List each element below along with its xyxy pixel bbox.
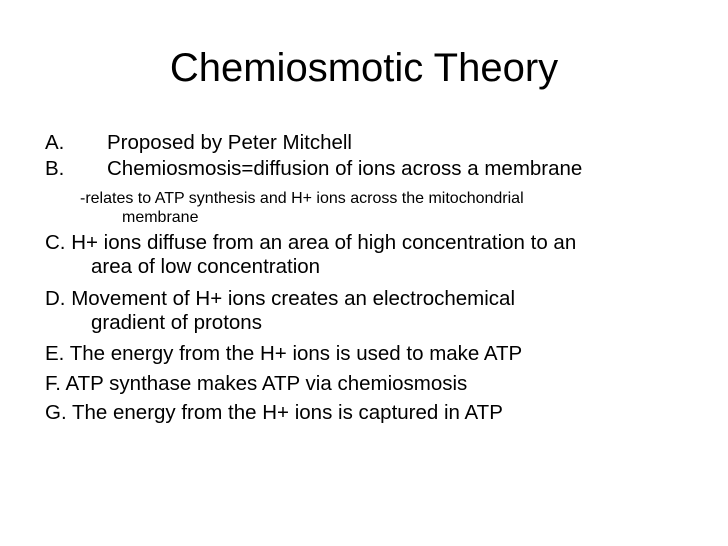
list-text-f: F. ATP synthase makes ATP via chemiosmosis (45, 372, 468, 395)
list-item-b (45, 157, 705, 181)
list-text-g: G. The energy from the H+ ions is captured in ATP (45, 401, 503, 424)
list-marker-a: A. (45, 131, 65, 154)
list-item-d (45, 287, 705, 335)
list-marker-b: B. (45, 157, 65, 180)
list-text-d-line-2: gradient of protons (91, 311, 262, 334)
slide-title: Chemiosmotic Theory (169, 46, 559, 90)
list-subitem (45, 189, 705, 227)
bullet-list (45, 131, 705, 425)
list-text-a: Proposed by Peter Mitchell (107, 131, 352, 154)
list-text-c-line-2: area of low concentration (91, 255, 321, 278)
list-item-g (45, 401, 705, 425)
subitem-line-1: -relates to ATP synthesis and H+ ions across the mitochondrial (80, 190, 524, 207)
list-item-a (45, 131, 705, 155)
list-item-c (45, 231, 705, 279)
list-text-d-line-1: D. Movement of H+ ions creates an electrochemical (45, 287, 515, 310)
subitem-line-2: membrane (122, 209, 199, 226)
list-text-c-line-1: C. H+ ions diffuse from an area of high concentration to an (45, 231, 577, 254)
list-text-b: Chemiosmosis=diffusion of ions across a membrane (107, 157, 583, 180)
list-text-e: E. The energy from the H+ ions is used to make ATP (45, 342, 523, 365)
list-item-f (45, 372, 705, 396)
list-item-e (45, 342, 705, 366)
